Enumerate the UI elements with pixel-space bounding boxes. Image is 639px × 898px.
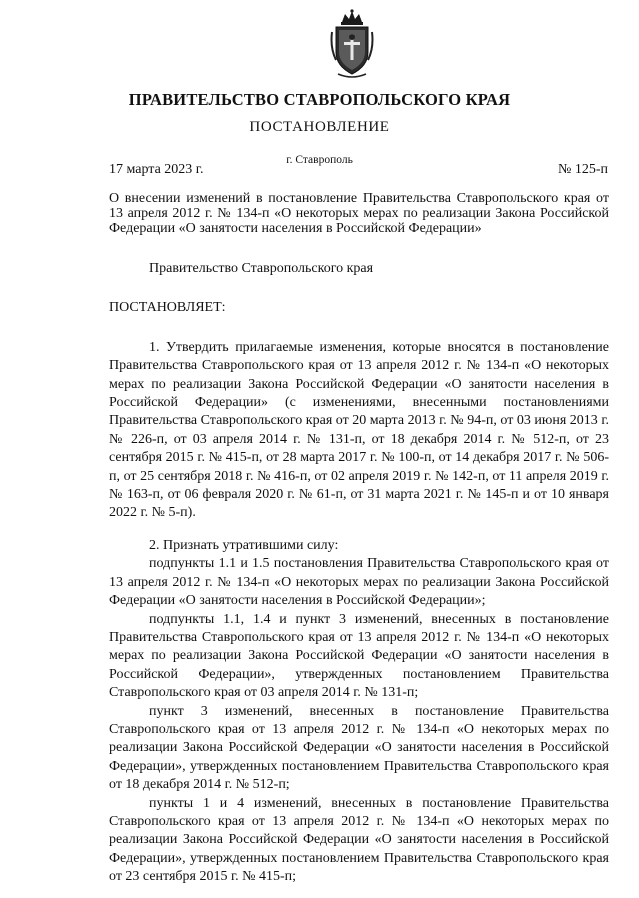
document-number: № 125-п [557,162,608,177]
resolves-heading: ПОСТАНОВЛЯЕТ: [109,300,226,316]
item-2-subitem: подпункты 1.1, 1.4 и пункт 3 изменений, внесенных в постановление Правительства Ставропольского края от 13 апреля 2012 г. № 134-п «О некоторых мерах по реализации Закона Российской Федерации «О занятости населения в Российской Федерации», утвержденных постановлением Правительства Ставропольского края от 03 апреля 2014 г. № 131-п; [109,611,609,701]
coat-of-arms-emblem [330,8,374,78]
document-date: 17 марта 2023 г. [109,162,204,177]
government-title: ПРАВИТЕЛЬСТВО СТАВРОПОЛЬСКОГО КРАЯ [128,90,511,109]
item-2-subitem: пункт 3 изменений, внесенных в постановление Правительства Ставропольского края от 13 апреля 2012 г. № 134-п «О некоторых мерах по реализации Закона Российской Федерации «О занятости населения в Российской Федерации», утвержденных постановлением Правительства Ставропольского края от 18 декабря 2014 г. № 512-п; [109,703,609,793]
issuing-city: г. Ставрополь [286,154,353,166]
document-body [109,260,609,887]
document-type: ПОСТАНОВЛЕНИЕ [249,119,390,135]
item-2-heading: 2. Признать утратившими силу: [149,537,339,553]
intro-paragraph: Правительство Ставропольского края [149,261,374,276]
document-subject: О внесении изменений в постановление Правительства Ставропольского края от 13 апреля 2012 г. № 134-п «О некоторых мерах по реализации Закона Российской Федерации «О занятости населения в Российской Федерации» [109,191,609,236]
item-2-subitem: пункты 1 и 4 изменений, внесенных в постановление Правительства Ставропольского края от 13 апреля 2012 г. № 134-п «О некоторых мерах по реализации Закона Российской Федерации «О занятости населения в Российской Федерации», утвержденных постановлением Правительства Ставропольского края от 23 сентября 2015 г. № 415-п; [109,795,609,885]
item-2-subitem: подпункты 1.1 и 1.5 постановления Правительства Ставропольского края от 13 апреля 2012 г. № 134-п «О некоторых мерах по реализации Закона Российской Федерации «О занятости населения в Российской Федерации»; [109,556,609,609]
item-1-paragraph: 1. Утвердить прилагаемые изменения, которые вносятся в постановление Правительства Ставропольского края от 13 апреля 2012 г. № 134-п «О некоторых мерах по реализации Закона Российской Федерации «О занятости населения в Российской Федерации» (с изменениями, внесенными постановлениями Правительства Ставропольского края от 20 марта 2013 г. № 94-п, от 03 июня 2013 г. № 226-п, от 03 апреля 2014 г. № 131-п, от 18 декабря 2014 г. № 512-п, от 23 сентября 2015 г. № 415-п, от 28 марта 2017 г. № 100-п, от 14 декабря 2017 г. № 506-п, от 25 сентября 2018 г. № 416-п, от 02 апреля 2019 г. № 142-п, от 11 апреля 2019 г. № 163-п, от 06 февраля 2020 г. № 61-п, от 31 марта 2021 г. № 145-п и от 10 января 2022 г. № 5-п). [109,339,609,521]
